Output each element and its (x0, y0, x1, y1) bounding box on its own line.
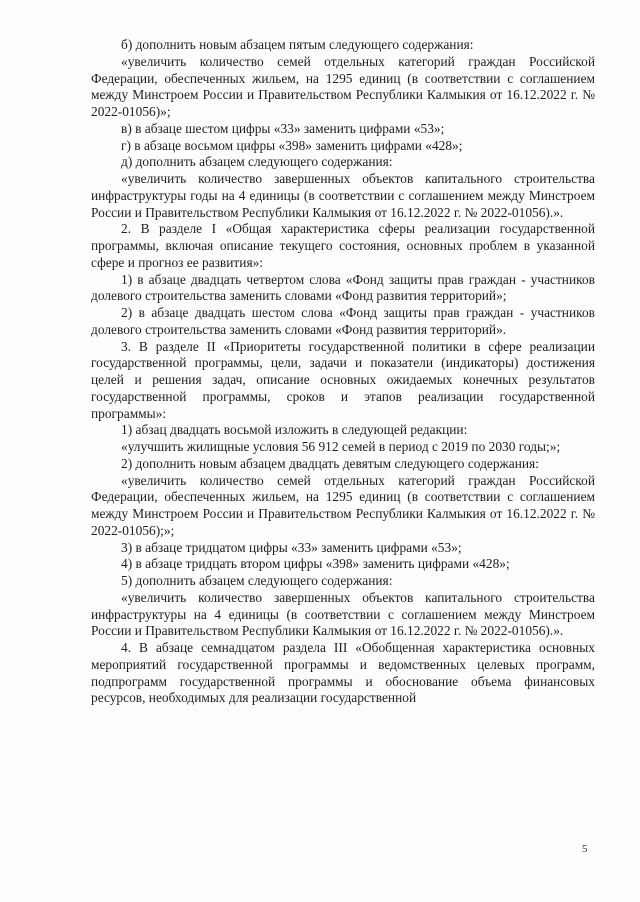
page-number: 5 (582, 843, 588, 855)
paragraph: «увеличить количество семей отдельных категорий граждан Российской Федерации, обеспеченных жильем, на 1295 единиц (в соответствии с соглашением между Минстроем России и Правительством Республики Калмыкия от 16.12.2022 г. № 2022-01056)»; (91, 53, 595, 119)
paragraph: 3) в абзаце тридцатом цифры «33» заменить цифрами «53»; (121, 539, 462, 555)
document-body (91, 37, 595, 707)
paragraph: в) в абзаце шестом цифры «33» заменить цифрами «53»; (121, 120, 445, 136)
paragraph: г) в абзаце восьмом цифры «398» заменить цифрами «428»; (121, 137, 463, 153)
paragraph: 4) в абзаце тридцать втором цифры «398» заменить цифрами «428»; (121, 556, 510, 572)
paragraph: 2) в абзаце двадцать шестом слова «Фонд защиты прав граждан - участников долевого строительства заменить словами «Фонд развития территорий». (91, 305, 595, 337)
paragraph: «увеличить количество семей отдельных категорий граждан Российской Федерации, обеспеченных жильем, на 1295 единиц (в соответствии с соглашением между Минстроем России и Правительством Республики Калмыкия от 16.12.2022 г. № 2022-01056);»; (91, 472, 595, 538)
paragraph: д) дополнить абзацем следующего содержания: (121, 154, 393, 170)
paragraph: 1) в абзаце двадцать четвертом слова «Фонд защиты прав граждан - участников долевого строительства заменить словами «Фонд развития территорий»; (91, 271, 595, 304)
paragraph: 2. В разделе I «Общая характеристика сферы реализации государственной программы, включая описание текущего состояния, основных проблем в указанной сфере и прогноз ее развития»: (91, 221, 595, 270)
paragraph: б) дополнить новым абзацем пятым следующего содержания: (121, 37, 474, 52)
paragraph: 2) дополнить новым абзацем двадцать девятым следующего содержания: (121, 455, 539, 471)
paragraph: 1) абзац двадцать восьмой изложить в следующей редакции: (121, 422, 468, 438)
paragraph: «увеличить количество завершенных объектов капитального строительства инфраструктуры годы на 4 единицы (в соответствии с соглашением между Минстроем России и Правительством Республики Калмыкия от 16.12.2022 г. № 2022-01056).». (91, 171, 595, 220)
paragraph: 4. В абзаце семнадцатом раздела III «Обобщенная характеристика основных мероприятий государственной программы и ведомственных целевых программ, подпрограмм государственной программы и обоснование объема финансовых ресурсов, необходимых для реализации государственной (91, 640, 595, 706)
paragraph: «улучшить жилищные условия 56 912 семей в период с 2019 по 2030 годы;»; (121, 439, 561, 454)
paragraph: «увеличить количество завершенных объектов капитального строительства инфраструктуры на 4 единицы (в соответствии с соглашением между Минстроем России и Правительством Республики Калмыкия от 16.12.2022 г. № 2022-01056).». (91, 589, 595, 639)
paragraph: 5) дополнить абзацем следующего содержания: (121, 573, 393, 588)
paragraph: 3. В разделе II «Приоритеты государственной политики в сфере реализации государственной программы, цели, задачи и показатели (индикаторы) достижения целей и решения задач, описание основных ожидаемых конечных результатов государственной программы, сроков и этапов реализации государственной программы»: (91, 338, 595, 421)
